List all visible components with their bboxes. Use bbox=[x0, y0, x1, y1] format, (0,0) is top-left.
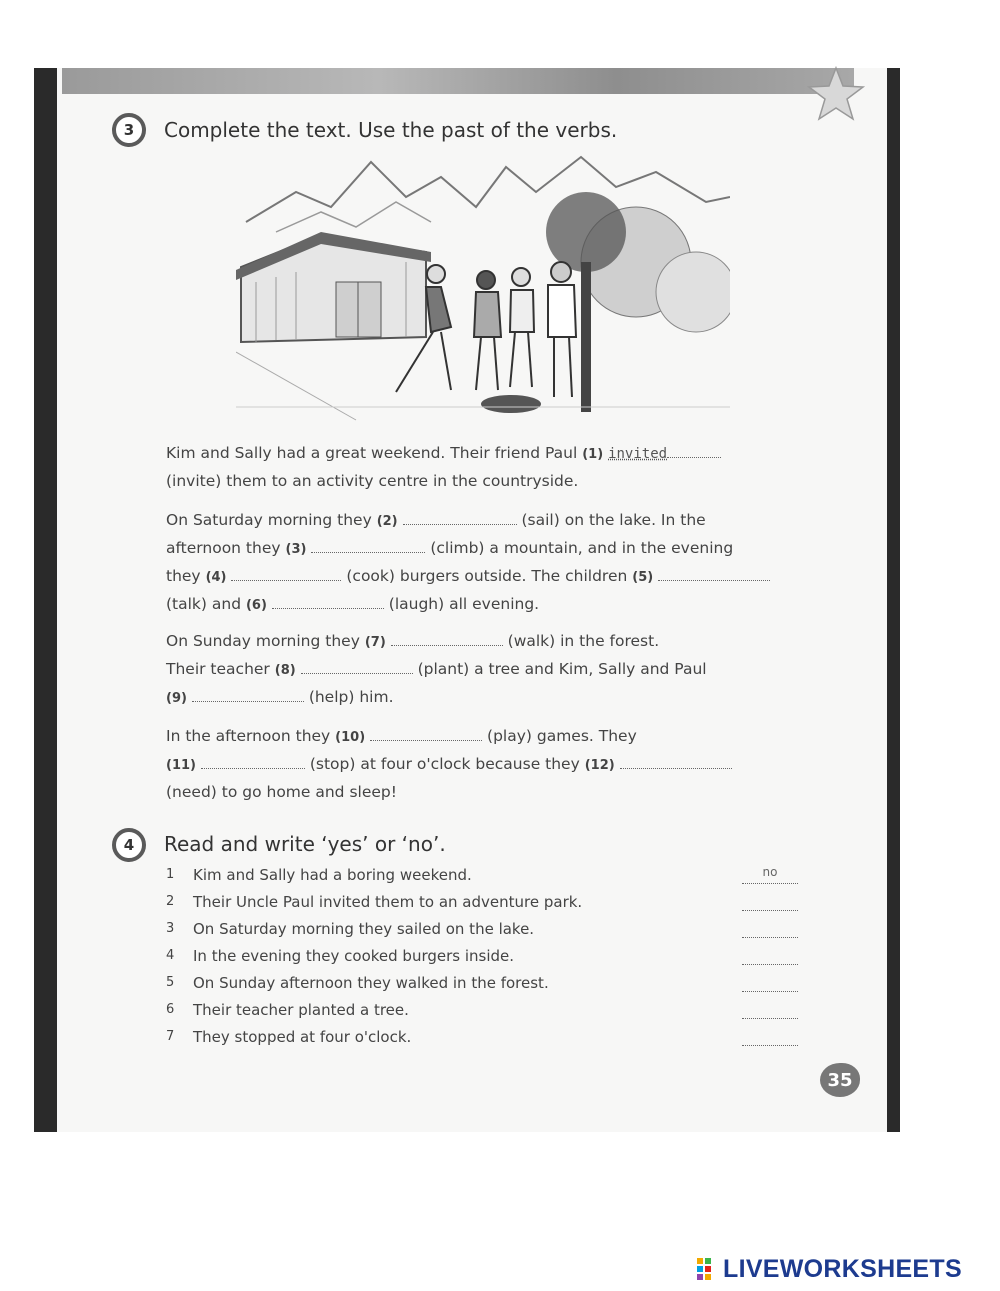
item-number: 6 bbox=[166, 1002, 175, 1017]
list-item bbox=[166, 890, 806, 917]
gap-1-tail bbox=[667, 443, 721, 458]
text: (invite) them to an activity centre in the countryside. bbox=[166, 472, 579, 490]
item-text: Their Uncle Paul invited them to an adventure park. bbox=[193, 893, 583, 911]
gap-10-input[interactable] bbox=[370, 726, 482, 741]
gap-12-input[interactable] bbox=[620, 754, 732, 769]
gap-answer-1[interactable]: invited bbox=[608, 446, 668, 462]
answer-input[interactable] bbox=[742, 919, 798, 938]
item-text: Their teacher planted a tree. bbox=[193, 1001, 409, 1019]
gap-2-input[interactable] bbox=[403, 510, 517, 525]
gap-number: (11) bbox=[166, 758, 196, 773]
item-number: 2 bbox=[166, 894, 175, 909]
list-item bbox=[166, 1025, 806, 1052]
text: (stop) at four o'clock because they bbox=[309, 755, 580, 773]
item-text: Kim and Sally had a boring weekend. bbox=[193, 866, 472, 884]
gap-4-input[interactable] bbox=[231, 566, 341, 581]
text: (walk) in the forest. bbox=[507, 632, 660, 650]
text: Their teacher bbox=[166, 660, 270, 678]
text: Kim and Sally had a great weekend. Their friend Paul bbox=[166, 444, 578, 462]
text: (cook) burgers outside. The children bbox=[346, 567, 628, 585]
item-number: 5 bbox=[166, 975, 175, 990]
exercise-3-title: Complete the text. Use the past of the verbs. bbox=[164, 118, 618, 142]
yes-no-list bbox=[166, 863, 806, 1052]
answer-input[interactable] bbox=[742, 892, 798, 911]
text: (plant) a tree and Kim, Sally and Paul bbox=[417, 660, 707, 678]
activity-centre-illustration bbox=[236, 152, 730, 424]
exercise-number-badge: 3 bbox=[112, 113, 146, 147]
gap-8-input[interactable] bbox=[301, 659, 413, 674]
top-banner bbox=[62, 68, 854, 94]
item-number: 1 bbox=[166, 867, 175, 882]
text: (help) him. bbox=[308, 688, 394, 706]
gap-6-input[interactable] bbox=[272, 594, 384, 609]
answer-input[interactable] bbox=[742, 973, 798, 992]
answer-input[interactable] bbox=[742, 1000, 798, 1019]
gap-number: (8) bbox=[274, 663, 296, 678]
list-item bbox=[166, 971, 806, 998]
item-text: In the evening they cooked burgers inside. bbox=[193, 947, 515, 965]
text: (laugh) all evening. bbox=[388, 595, 540, 613]
gap-number: (9) bbox=[166, 691, 187, 706]
text: On Sunday morning they bbox=[166, 632, 360, 650]
star-icon bbox=[805, 64, 867, 126]
gap-number: (12) bbox=[584, 758, 615, 773]
list-item bbox=[166, 917, 806, 944]
answer-input[interactable]: no bbox=[742, 865, 798, 884]
text: (climb) a mountain, and in the evening bbox=[430, 539, 734, 557]
item-text: On Saturday morning they sailed on the lake. bbox=[193, 920, 535, 938]
brand-name: LIVEWORKSHEETS bbox=[723, 1254, 962, 1283]
liveworksheets-logo-icon bbox=[697, 1258, 719, 1280]
paragraph-3 bbox=[166, 628, 707, 712]
text: (sail) on the lake. In the bbox=[521, 511, 706, 529]
text: (need) to go home and sleep! bbox=[166, 783, 397, 801]
paragraph-4 bbox=[166, 723, 732, 806]
brand-logo[interactable] bbox=[697, 1256, 962, 1282]
item-number: 7 bbox=[166, 1029, 175, 1044]
gap-number: (7) bbox=[364, 635, 386, 650]
text: they bbox=[166, 567, 201, 585]
item-text: They stopped at four o'clock. bbox=[193, 1028, 412, 1046]
gap-9-input[interactable] bbox=[192, 687, 304, 702]
gap-7-input[interactable] bbox=[391, 631, 503, 646]
page-number: 35 bbox=[820, 1063, 860, 1097]
gap-5-input[interactable] bbox=[658, 566, 770, 581]
gap-number: (10) bbox=[335, 730, 366, 745]
exercise-number-badge: 4 bbox=[112, 828, 146, 862]
exercise-4-title: Read and write ‘yes’ or ‘no’. bbox=[164, 832, 446, 856]
text: In the afternoon they bbox=[166, 727, 331, 745]
gap-number: (1) bbox=[582, 447, 604, 462]
text: (talk) and bbox=[166, 595, 242, 613]
list-item bbox=[166, 998, 806, 1025]
item-number: 3 bbox=[166, 921, 175, 936]
text: On Saturday morning they bbox=[166, 511, 372, 529]
item-number: 4 bbox=[166, 948, 175, 963]
gap-number: (3) bbox=[285, 542, 307, 557]
gap-11-input[interactable] bbox=[201, 754, 305, 769]
gap-number: (5) bbox=[632, 570, 654, 585]
answer-input[interactable] bbox=[742, 946, 798, 965]
gap-number: (2) bbox=[376, 514, 398, 529]
gap-number: (4) bbox=[205, 570, 227, 585]
text: afternoon they bbox=[166, 539, 281, 557]
text: (play) games. They bbox=[487, 727, 637, 745]
gap-3-input[interactable] bbox=[311, 538, 425, 553]
paragraph-1 bbox=[166, 440, 721, 495]
gap-number: (6) bbox=[245, 598, 267, 613]
list-item bbox=[166, 863, 806, 890]
item-text: On Sunday afternoon they walked in the forest. bbox=[193, 974, 549, 992]
paragraph-2 bbox=[166, 507, 770, 619]
list-item bbox=[166, 944, 806, 971]
answer-input[interactable] bbox=[742, 1027, 798, 1046]
